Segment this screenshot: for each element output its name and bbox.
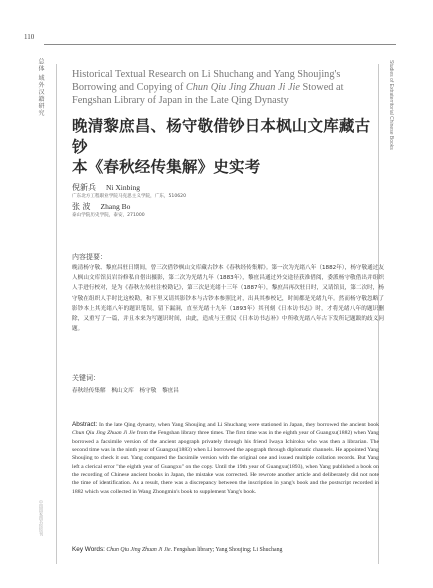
- left-margin-rule: [56, 64, 57, 564]
- author-2-en-name: Zhang Bo: [100, 202, 131, 211]
- english-title-line-3: Fengshan Library of Japan in the Late Qing Dynasty: [72, 95, 289, 107]
- english-keyword-book-name: Chun Qiu Jing Zhuan Ji Jie: [106, 547, 171, 553]
- header-rule: [44, 44, 396, 45]
- english-keywords: [72, 546, 384, 553]
- english-abstract-book-name: Chun Qiu Jing Zhuan Ji Jie: [72, 430, 136, 437]
- left-running-head: 总体 域外汉籍研究: [37, 58, 44, 117]
- english-title: [72, 68, 372, 108]
- right-running-head: Studies of Extraterritorial Chinese Books: [388, 60, 394, 150]
- english-abstract: [72, 421, 379, 496]
- chinese-abstract: 晚清杨守敬、黎庶昌驻日期间，曾三次借钞枫山文库藏古钞本《春秋经传集解》。第一次为光绪八年（1882年），杨守敬通过友人枫山文库馆员岩谷修私自借出摄影，第二次为光绪九年（1883年），黎庶昌通过外交途径获准借阅，委派杨守敬借出并组织人手进行校对，是为《春秋左传杜注校勘记》，第三次是光绪十三年（1887年），黎庶昌再次驻日时，又请馆员，第二次时，杨守敬在组织人手时比这校勘，和下里又请其影钞本与古钞本参照比对，出具其参校记，时间都是光绪九年。然而杨守敬忽略了影钞本上其光绪八年的题识笔误，留下漏洞，直至光绪十九年（1893年）其刊刻《日本访书志》时，才将光绪八年的题识删除，又重写了一篇，并且本来为写题识时间，由此，造成与王重民《日本访书志补》中所收光绪八年古下发所记题跋的歧义问题。: [72, 265, 384, 333]
- english-title-text: Borrowing and Copying of: [72, 82, 186, 94]
- english-keywords-label: Key Words:: [72, 546, 105, 553]
- chinese-title-line-1: 晚清黎庶昌、杨守敬借钞日本枫山文库藏古钞: [72, 117, 371, 156]
- english-keywords-text: . Fengshan library; Yang Shoujing; Li Shuchang: [170, 547, 283, 553]
- english-title-line-2: [72, 81, 372, 94]
- english-title-line-1: Historical Textual Research on Li Shuchang and Yang Shoujing's: [72, 69, 341, 80]
- english-title-book-name: Chun Qiu Jing Zhuan Ji Jie: [185, 82, 300, 94]
- chinese-title-line-2: 本《春秋经传集解》史实考: [72, 158, 261, 176]
- english-title-text: Stowed at: [299, 82, 344, 94]
- page-number: 110: [24, 33, 35, 41]
- english-abstract-text: from the Fengshan library three times. The first time was in the eighth year of Guangxu(1882) when Yang borrowed a facsimile version of the ancient apograph privately through his friend Iwaya Ichiroku who was then a librarian. The second time was in the ninth year of Guangxu(1883) when Li borrowed the apograph through diplomatic channels. He appointed Yang Shoujing to check it out. Yang compared the facsimile version with the original one and issued multiple collation records. But Yang left a clerical error "the eighth year of Guangxu" on the copy. Until the 19th year of Guangxu(1893), when Yang published a book on the recording of Chinese ancient books in Japan, the mistake was corrected. He rewrote another article and deliberately did not note the time of identification. As a result, there was a discrepancy between the inscription in yang's book and the postscript recorded in 1882 which was collected in Wang Zhongmin's book to supplement Yang's book.: [72, 430, 380, 495]
- keyword: 枫山文库: [111, 388, 134, 394]
- author-1-zh-name: 倪新兵: [72, 183, 96, 192]
- chinese-keywords-label: 关键词：: [72, 374, 100, 382]
- chinese-abstract-label: 内容提要：: [72, 253, 107, 261]
- author-2-affiliation: 泰山学院历史学院，泰安，271000: [72, 213, 145, 218]
- author-1: [72, 183, 140, 193]
- left-running-foot: 中国国家图书馆馆刊: [39, 500, 44, 536]
- keyword: 春秋经传集解: [72, 388, 106, 394]
- keyword: 黎庶昌: [162, 388, 179, 394]
- chinese-title: [72, 116, 372, 178]
- author-1-affiliation: 广东北方工程职业学院马克思主义学院，广东，510620: [72, 194, 187, 199]
- author-1-en-name: Ni Xinbing: [106, 183, 140, 192]
- author-2-zh-name: 张 波: [72, 202, 91, 211]
- keyword: 杨守敬: [139, 388, 157, 394]
- english-abstract-label: Abstract:: [72, 421, 98, 428]
- chinese-keywords: [72, 386, 179, 394]
- english-abstract-text: In the late Qing dynasty, when Yang Shoujing and Li Shuchang were stationed in Japan, they borrowed the ancient book: [97, 422, 379, 428]
- author-2: [72, 202, 130, 212]
